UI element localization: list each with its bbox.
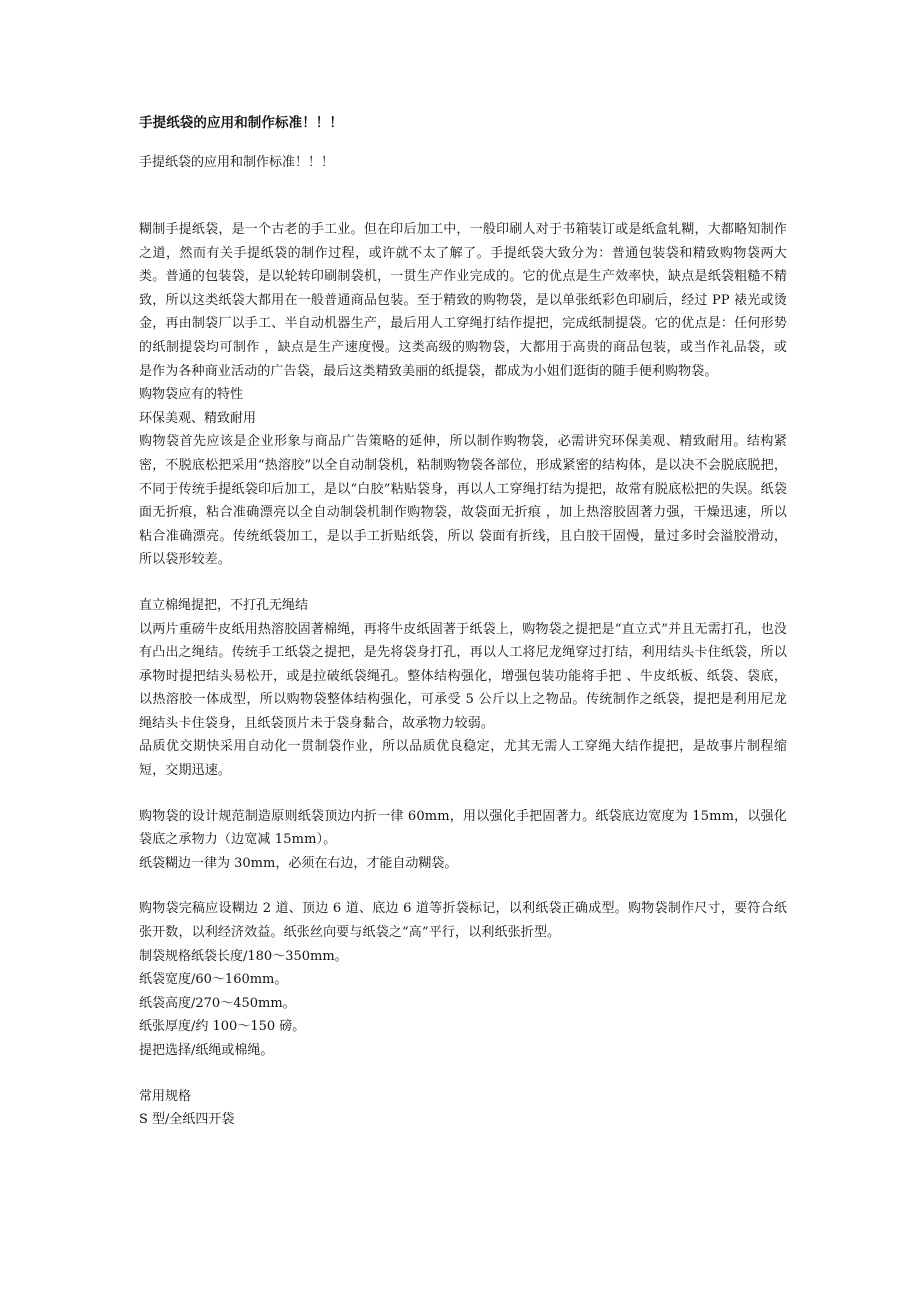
section-heading-features: 购物袋应有的特性 bbox=[139, 387, 244, 403]
quality-paragraph: 品质优交期快采用自动化一贯制袋作业，所以品质优良稳定，尤其无需人工穿绳大结作提把，是故事片制程缩短，交期迅速。 bbox=[139, 739, 787, 779]
spacer bbox=[139, 783, 787, 805]
glue-line: 纸袋糊边一律为 30mm，必须在右边，才能自动糊袋。 bbox=[139, 855, 458, 871]
section-heading-eco: 环保美观、精致耐用 bbox=[139, 410, 257, 426]
rope-paragraph: 以两片重磅牛皮纸用热溶胶固著棉绳，再将牛皮纸固著于纸袋上，购物袋之提把是“直立式”并且无需打孔，也没有凸出之绳结。传统手工纸袋之提把，是先将袋身打孔，再以人工将尼龙绳穿过打结，利用结头卡住纸袋，所以承物时提把结头易松开，或是拉破纸袋绳孔。整体结构强化，增强包装功能将手把 、牛皮纸板、纸袋、袋底，以热溶胶一体成型，所以购物袋整体结构强化，可承受 5 公斤以上之物品。传统制作之纸袋，提把是利用尼龙绳结头卡住袋身，且纸袋顶片未于袋身黏合，故承物力较弱。 bbox=[139, 621, 787, 731]
document-subtitle: 手提纸袋的应用和制作标准！！！ bbox=[139, 155, 335, 170]
eco-paragraph: 购物袋首先应该是企业形象与商品广告策略的延伸，所以制作购物袋，必需讲究环保美观、精致耐用。结构紧密，不脱底松把采用“热溶胶”以全自动制袋机，粘制购物袋各部位，形成紧密的结构体，是以决不会脱底脱把，不同于传统手提纸袋印后加工，是以“白胶”粘贴袋身，再以人工穿绳打结为提把，故常有脱底松把的失误。纸袋面无折痕，粘合准确漂亮以全自动制袋机制作购物袋，故袋面无折痕 ，加上热溶胶固著力强，干燥迅速，所以粘合准确漂亮。传统纸袋加工，是以手工折贴纸袋，所以 袋面有折线，且白胶干固慢，量过多时会溢胶滑动，所以袋形较差。 bbox=[139, 434, 787, 568]
spacer bbox=[139, 572, 787, 594]
spacer bbox=[139, 1063, 787, 1085]
spacer bbox=[139, 875, 787, 897]
spacer bbox=[139, 196, 787, 218]
spec-line: 纸袋宽度/60～160mm。 bbox=[139, 972, 288, 988]
common-spec-line: S 型/全纸四开袋 bbox=[139, 1112, 235, 1128]
document-title: 手提纸袋的应用和制作标准！！！ bbox=[139, 115, 343, 131]
design-paragraph: 购物袋的设计规范制造原则纸袋顶边内折一律 60mm，用以强化手把固著力。纸袋底边宽度为 15mm，以强化袋底之承物力（边宽减 15mm）。 bbox=[139, 808, 787, 848]
spec-line: 纸袋高度/270～450mm。 bbox=[139, 995, 296, 1011]
section-heading-common: 常用规格 bbox=[139, 1088, 192, 1104]
spec-line: 提把选择/纸绳或棉绳。 bbox=[139, 1043, 274, 1058]
spec-line: 制袋规格纸袋长度/180～350mm。 bbox=[139, 948, 348, 964]
section-heading-rope: 直立棉绳提把，不打孔无绳结 bbox=[139, 597, 309, 613]
spec-line: 纸张厚度/约 100～150 磅。 bbox=[139, 1019, 306, 1035]
intro-paragraph: 糊制手提纸袋，是一个古老的手工业。但在印后加工中，一般印刷人对于书箱装订或是纸盒轧糊，大都略知制作之道，然而有关手提纸袋的制作过程，或许就不太了解了。手提纸袋大致分为：普通包装袋和精致购物袋两大类。普通的包装袋，是以轮转印刷制袋机，一贯生产作业完成的。它的优点是生产效率快，缺点是纸袋粗糙不精致，所以这类纸袋大都用在一般普通商品包装。至于精致的购物袋，是以单张纸彩色印刷后，经过 PP 裱光或烫金，再由制袋厂以手工、半自动机器生产，最后用人工穿绳打结作提把，完成纸制提袋。它的优点是：任何形势的纸制提袋均可制作 ，缺点是生产速度慢。这类高级的购物袋，大都用于高贵的商品包装，或当作礼品袋，或是作为各种商业活动的广告袋，最后这类精致美丽的纸提袋，都成为小姐们逛街的随手便利购物袋。 bbox=[139, 222, 787, 379]
document-page bbox=[139, 112, 787, 1132]
draft-paragraph: 购物袋完稿应设糊边 2 道、顶边 6 道、底边 6 道等折袋标记，以利纸袋正确成型。购物袋制作尺寸，要符合纸张开数，以利经济效益。纸张丝向要与纸袋之“高”平行，以利纸张折型。 bbox=[139, 901, 787, 941]
